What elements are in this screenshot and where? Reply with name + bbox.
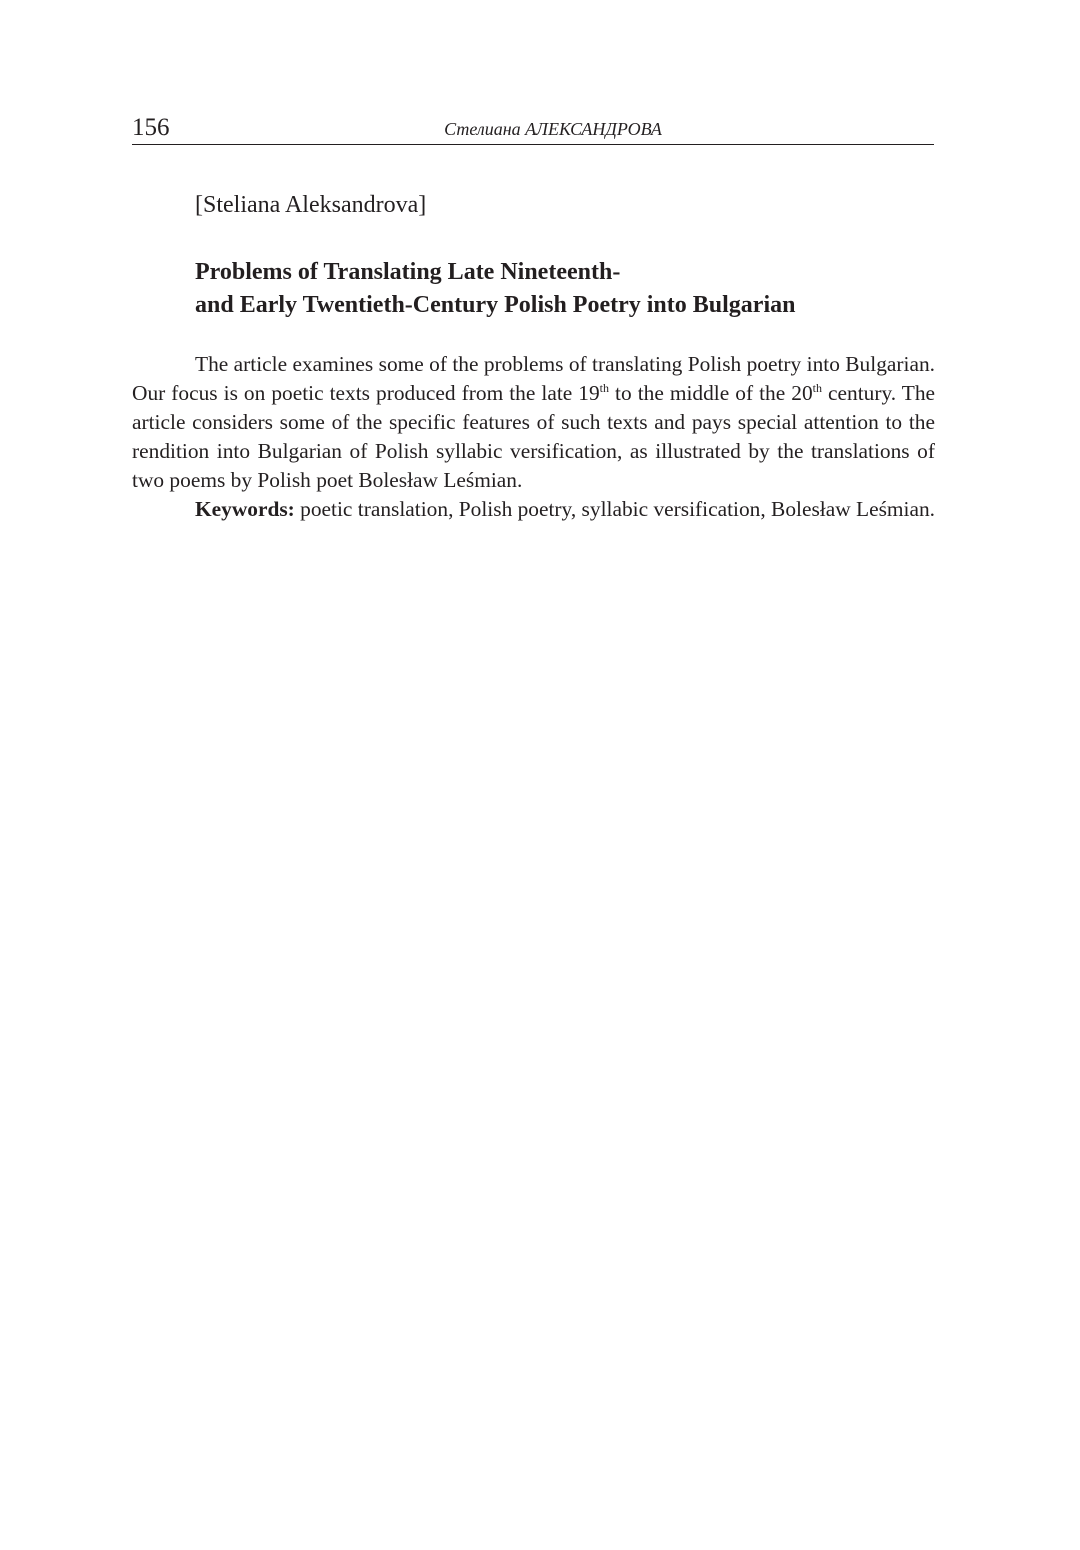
abstract-text-2: to the middle of the 20 xyxy=(609,381,813,405)
article-title-line-1: Problems of Translating Late Nineteenth- xyxy=(195,259,621,285)
keywords-paragraph xyxy=(132,495,935,524)
running-head xyxy=(132,112,934,145)
keywords-text: poetic translation, Polish poetry, syllabic versification, Bolesław Leśmian. xyxy=(294,497,936,521)
abstract-paragraph xyxy=(132,350,935,495)
keywords-label: Keywords: xyxy=(195,497,295,521)
superscript-th-1: th xyxy=(599,381,610,395)
superscript-th-2: th xyxy=(812,381,822,395)
article-title xyxy=(195,256,935,322)
page-number: 156 xyxy=(132,114,170,141)
running-head-author: Стелиана АЛЕКСАНДРОВА xyxy=(444,119,662,139)
abstract xyxy=(132,350,935,524)
abstract-text-3: century. The article considers some of the specific features of such texts and pays special attention to the rendition into Bulgarian of Polish syllabic versification, as illustrated by the translations of two poems by Polish poet Bolesław Leśmian. xyxy=(132,381,936,492)
abstract-text-1: The article examines some of the problems of translating Polish poetry into Bulgarian. Our focus is on poetic texts produced from the late 19 xyxy=(132,352,935,405)
author-name: [Steliana Aleksandrova] xyxy=(195,192,427,218)
article-title-line-2: and Early Twentieth-Century Polish Poetry into Bulgarian xyxy=(195,292,796,318)
